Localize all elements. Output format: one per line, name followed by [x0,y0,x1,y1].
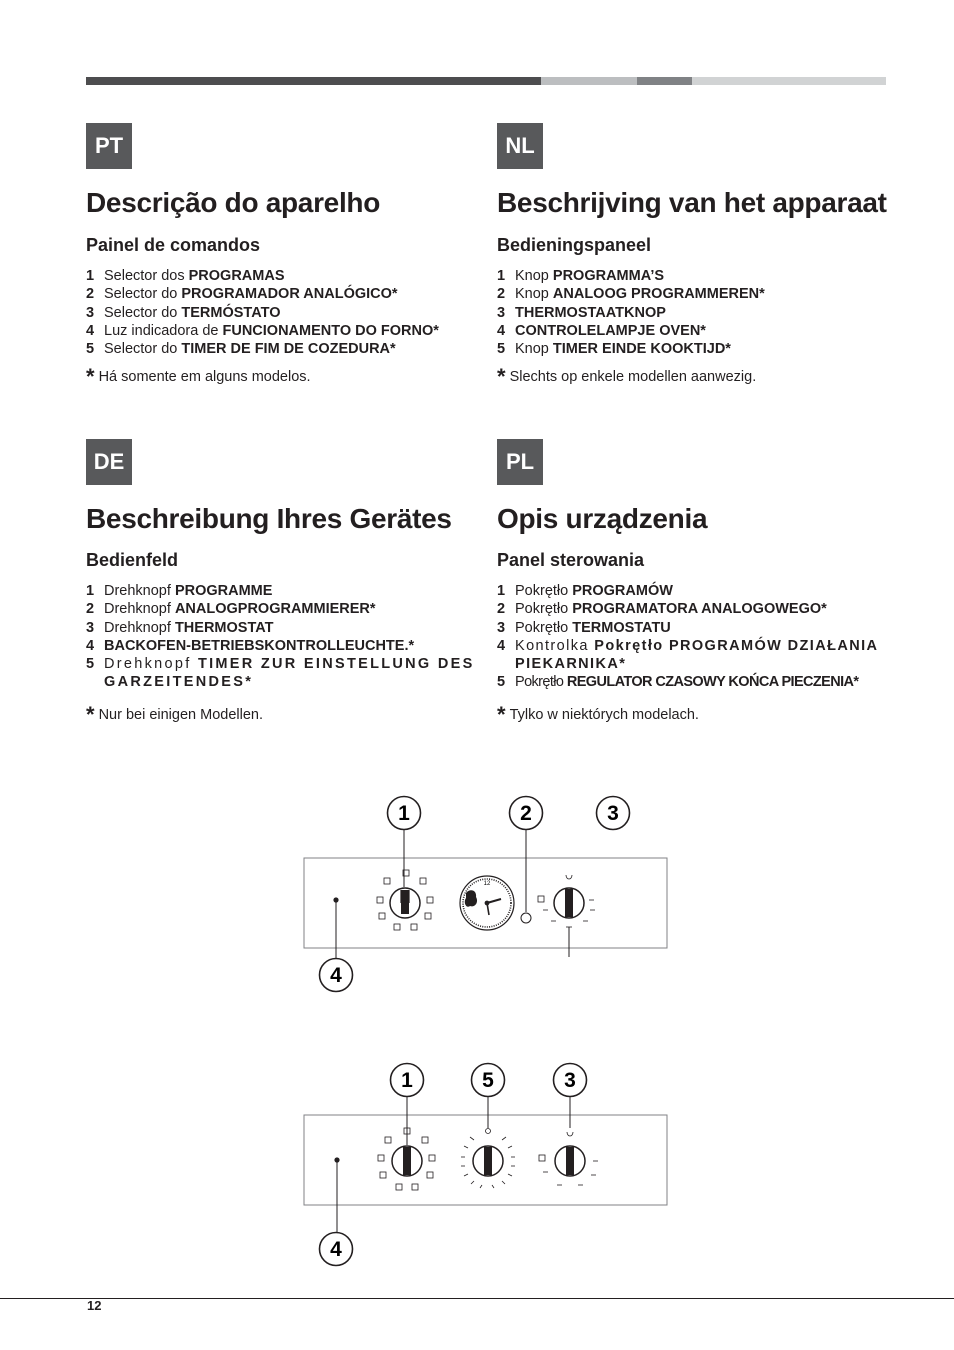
list-item: 3 Drehknopf THERMOSTAT [86,619,274,636]
section-title: Beschrijving van het apparaat [497,187,887,218]
callout-label: 1 [401,1069,413,1092]
list-item: 1 Drehknopf PROGRAMME [86,583,273,599]
language-badge-de: DE [86,439,132,485]
list-item: 3 THERMOSTAATKNOP [497,304,666,321]
diagram-panel-1 [304,797,667,992]
clock-number: 12 [483,881,491,887]
callout-label: 2 [520,802,532,825]
list-item: 5 Selector do TIMER DE FIM DE COZEDURA* [86,341,396,358]
list-item: 4 CONTROLELAMPJE OVEN* [497,322,706,339]
footer-rule [0,1298,954,1299]
list-item: 2 Drehknopf ANALOGPROGRAMMIERER* [86,601,376,618]
list-item: 4 Luz indicadora de FUNCIONAMENTO DO FORNO* [86,322,439,339]
callout-label: 3 [607,802,619,825]
section-subtitle: Bedieningspaneel [497,235,652,255]
callout-label: 1 [398,802,410,825]
list-item: 4 Kontrolka Pokrętło PROGRAMÓW DZIAŁANIA PIEKARNIKA* [497,637,878,673]
section-subtitle: Painel de comandos [86,235,261,255]
section-title: Descrição do aparelho [86,187,381,218]
footnote: * Há somente em alguns modelos. [86,364,311,390]
callout-label: 4 [330,964,342,987]
oven-indicator-light [333,897,338,902]
callout-label: 5 [482,1069,494,1092]
list-item: 3 Selector do TERMÓSTATO [86,304,281,321]
page-number: 12 [87,1298,102,1313]
section-title: Beschreibung Ihres Gerätes [86,503,452,534]
indicator-lamp [521,913,531,923]
list-item: 2 Knop ANALOOG PROGRAMMEREN* [497,286,765,303]
section-subtitle: Bedienfeld [86,550,179,570]
section-title: Opis urządzenia [497,503,708,534]
callout-label: 4 [330,1238,342,1261]
language-badge-nl: NL [497,123,543,169]
callout-label: 3 [564,1069,576,1092]
list-item: 2 Selector do PROGRAMADOR ANALÓGICO* [86,286,398,303]
language-badge-pt: PT [86,123,132,169]
analog-programmer-clock [460,876,514,930]
diagram-panel-2 [304,1064,667,1266]
list-item: 5 Drehknopf TIMER ZUR EINSTELLUNG DES GARZEITENDES* [86,656,475,691]
footnote: * Tylko w niektórych modelach. [497,701,699,727]
list-item: 5 Pokrętło REGULATOR CZASOWY KOŃCA PIECZENIA* [497,674,859,691]
list-item: 5 Knop TIMER EINDE KOOKTIJD* [497,341,731,358]
list-item: 3 Pokrętło TERMOSTATU [497,619,671,636]
list-item: 2 Pokrętło PROGRAMATORA ANALOGOWEGO* [497,601,827,618]
list-item: 1 Knop PROGRAMMA’S [497,268,665,284]
footnote: * Nur bei einigen Modellen. [86,701,263,727]
oven-indicator-light [334,1157,339,1162]
list-item: 1 Selector dos PROGRAMAS [86,268,285,284]
list-item: 4 BACKOFEN-BETRIEBSKONTROLLEUCHTE.* [86,637,415,654]
list-item: 1 Pokrętło PROGRAMÓW [497,583,673,599]
language-badge-pl: PL [497,439,543,485]
footnote: * Slechts op enkele modellen aanwezig. [497,364,757,390]
section-subtitle: Panel sterowania [497,550,645,570]
